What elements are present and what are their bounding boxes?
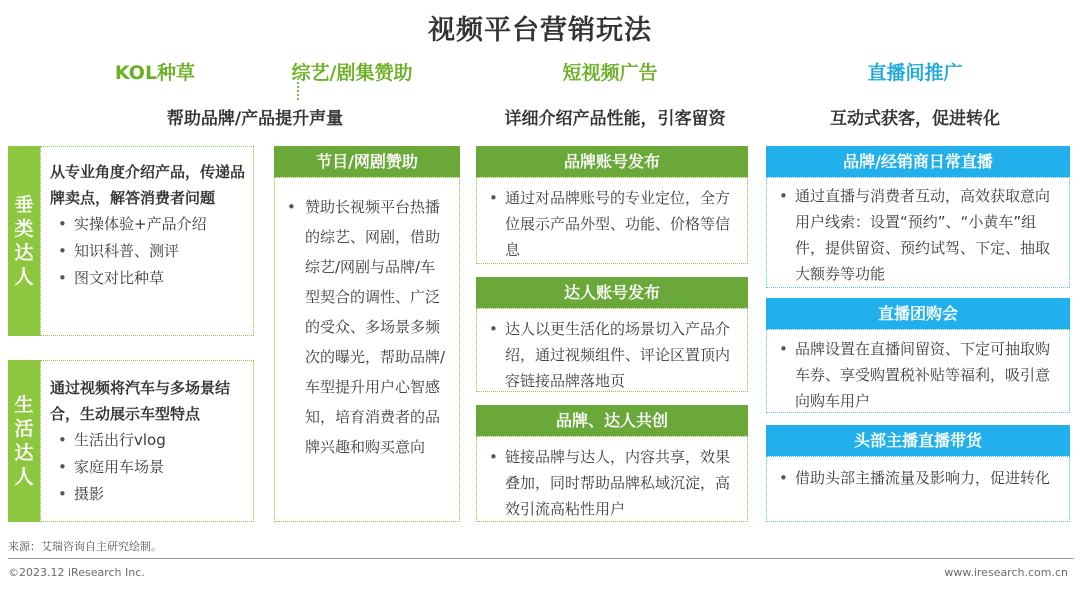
short-video-header-talent: 达人账号发布 xyxy=(476,277,748,308)
list-item: • 图文对比种草 xyxy=(50,265,249,292)
tab-vertical-talent xyxy=(8,146,40,336)
tab-lifestyle-talent-label: 生活达人 xyxy=(14,394,34,488)
connector-dots xyxy=(297,82,299,100)
vertical-talent-list xyxy=(50,211,249,292)
vertical-talent-lead: 从专业角度介绍产品，传递品牌卖点，解答消费者问题 xyxy=(50,163,246,207)
live-body-group-buy xyxy=(766,329,1070,413)
sponsorship-header: 节目/网剧赞助 xyxy=(274,146,460,177)
subtitle-awareness: 帮助品牌/产品提升声量 xyxy=(166,109,344,129)
short-video-card-talent xyxy=(476,277,748,392)
subtitle-lead-gen: 详细介绍产品性能，引客留资 xyxy=(504,109,726,129)
short-video-card-brand xyxy=(476,146,748,264)
short-video-body-cocreate xyxy=(476,436,748,522)
website-url: www.iresearch.com.cn xyxy=(944,566,1068,579)
lifestyle-talent-list xyxy=(50,427,249,508)
page-title: 视频平台营销玩法 xyxy=(428,15,652,46)
category-variety-sponsorship: 综艺/剧集赞助 xyxy=(291,62,413,84)
list-item: • 知识科普、测评 xyxy=(50,238,249,265)
live-card-daily xyxy=(766,146,1070,288)
lifestyle-talent-lead: 通过视频将汽车与多场景结合，生动展示车型特点 xyxy=(50,379,231,423)
lifestyle-talent-box xyxy=(40,360,254,522)
tab-lifestyle-talent xyxy=(8,360,40,522)
live-header-top-anchor: 头部主播直播带货 xyxy=(766,425,1070,456)
short-video-text-cocreate: • 链接品牌与达人，内容共享，效果叠加，同时帮助品牌私域沉淀，高效引流高粘性用户 xyxy=(477,444,747,522)
category-short-video: 短视频广告 xyxy=(562,62,658,84)
live-header-group-buy: 直播团购会 xyxy=(766,298,1070,329)
live-text-daily: • 通过直播与消费者互动，高效获取意向用户线索：设置“预约”、“小黄车”组件，提供留资、预约试驾、下定、抽取大额券等功能 xyxy=(767,183,1069,287)
live-card-top-anchor xyxy=(766,425,1070,522)
short-video-text-talent: • 达人以更生活化的场景切入产品介绍，通过视频组件、评论区置顶内容链接品牌落地页 xyxy=(477,316,747,394)
vertical-talent-box xyxy=(40,146,254,336)
short-video-text-brand: • 通过对品牌账号的专业定位，全方位展示产品外型、功能、价格等信息 xyxy=(477,185,747,263)
short-video-header-brand: 品牌账号发布 xyxy=(476,146,748,177)
list-item: • 家庭用车场景 xyxy=(50,454,249,481)
list-item: • 生活出行vlog xyxy=(50,427,249,454)
list-item: • 实操体验+产品介绍 xyxy=(50,211,249,238)
subtitle-conversion: 互动式获客，促进转化 xyxy=(830,109,1000,129)
category-kol: KOL种草 xyxy=(114,62,196,84)
category-live: 直播间推广 xyxy=(867,62,963,84)
live-text-group-buy: • 品牌设置在直播间留资、下定可抽取购车券、享受购置税补贴等福利，吸引意向购车用户 xyxy=(767,336,1069,414)
live-body-top-anchor xyxy=(766,456,1070,522)
copyright: ©2023.12 iResearch Inc. xyxy=(8,566,145,579)
short-video-header-cocreate: 品牌、达人共创 xyxy=(476,405,748,436)
short-video-body-brand xyxy=(476,177,748,264)
live-body-daily xyxy=(766,177,1070,288)
live-text-top-anchor: • 借助头部主播流量及影响力，促进转化 xyxy=(767,465,1069,491)
live-header-daily: 品牌/经销商日常直播 xyxy=(766,146,1070,177)
sponsorship-card xyxy=(274,146,460,522)
tab-vertical-talent-label: 垂类达人 xyxy=(14,194,34,288)
footer-divider xyxy=(8,558,1074,559)
source-note: 来源：艾瑞咨询自主研究绘制。 xyxy=(8,540,162,553)
sponsorship-text: • 赞助长视频平台热播的综艺、网剧，借助综艺/网剧与品牌/车型契合的调性、广泛的受众、多场景多频次的曝光，帮助品牌/车型提升用户心智感知，培育消费者的品牌兴趣和购买意向 xyxy=(275,192,459,462)
sponsorship-body xyxy=(274,177,460,522)
short-video-body-talent xyxy=(476,308,748,392)
list-item: • 摄影 xyxy=(50,481,249,508)
short-video-card-cocreate xyxy=(476,405,748,522)
live-card-group-buy xyxy=(766,298,1070,413)
